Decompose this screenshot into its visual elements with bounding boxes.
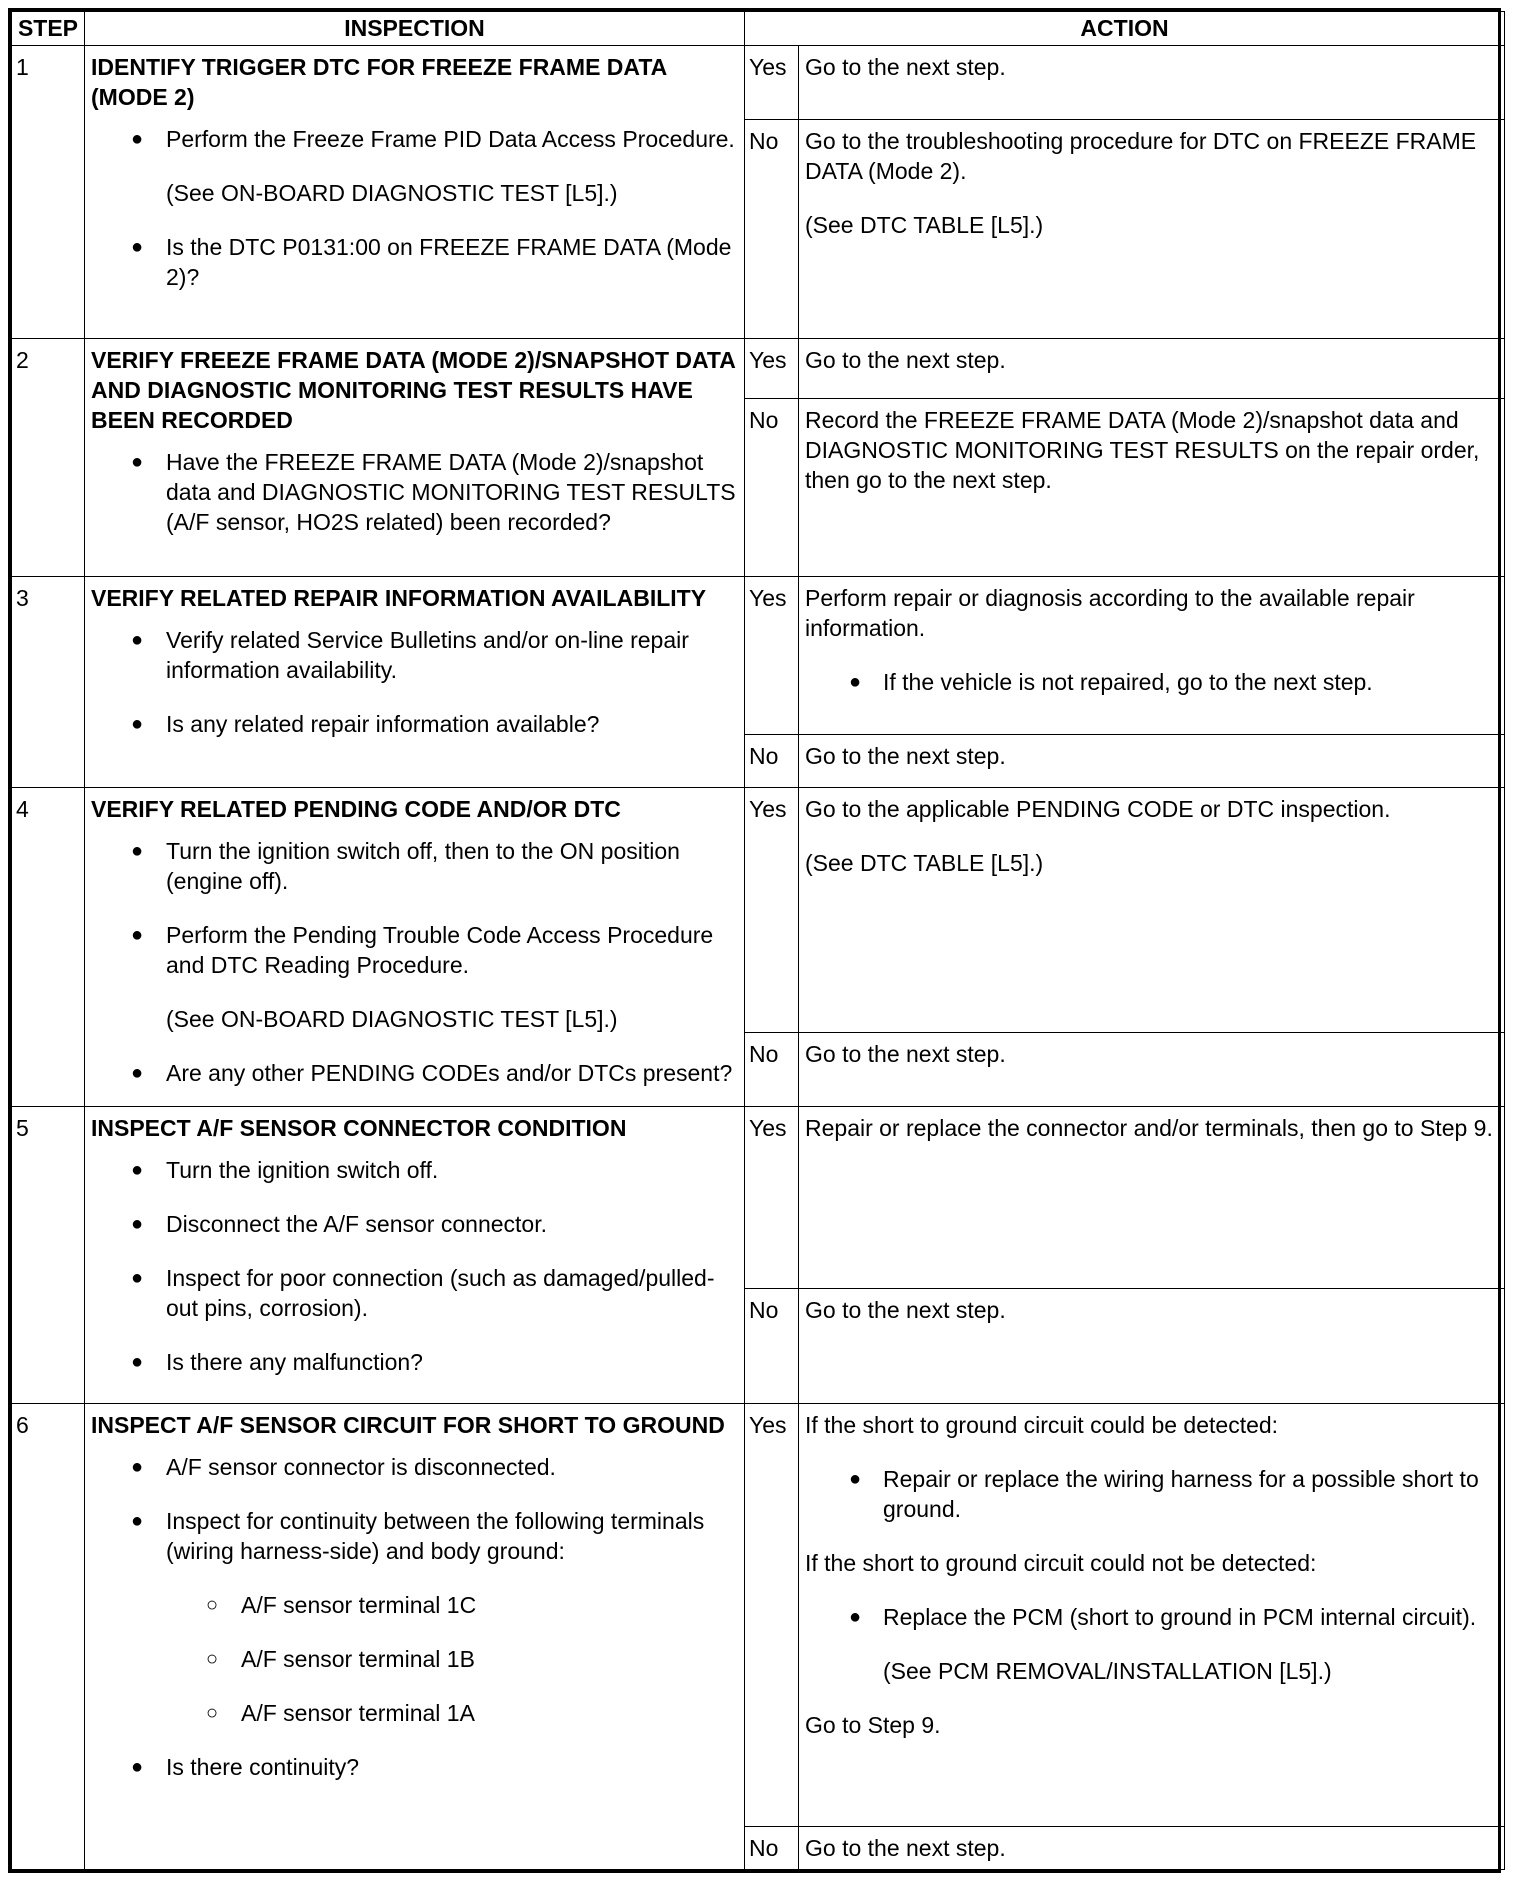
bullet-item: ● Is there any malfunction? [91, 1347, 738, 1377]
step-title: IDENTIFY TRIGGER DTC FOR FREEZE FRAME DATA (MODE 2) [91, 54, 667, 110]
reference-note: (See DTC TABLE [L5].) [805, 212, 1044, 238]
yes-action [799, 46, 1505, 120]
reference-note: (See DTC TABLE [L5].) [805, 849, 1044, 876]
step-number: 5 [12, 1107, 85, 1404]
action-text: Go to the next step. [805, 1297, 1006, 1324]
action-text: Go to the next step. [805, 742, 1006, 769]
step-number: 3 [12, 576, 85, 787]
step-title: VERIFY FREEZE FRAME DATA (MODE 2)/SNAPSHOT DATA AND DIAGNOSTIC MONITORING TEST RESULTS HAVE BEEN RECORDED [91, 347, 736, 434]
bullet-item: ● Disconnect the A/F sensor connector. [91, 1209, 738, 1239]
reference-note: (See ON-BOARD DIAGNOSTIC TEST [L5].) [166, 1005, 618, 1032]
bullet-item: ● Repair or replace the wiring harness for a possible short to ground. [805, 1464, 1498, 1524]
action-text: Go to the next step. [805, 1040, 1006, 1067]
reference-note: (See ON-BOARD DIAGNOSTIC TEST [L5].) [166, 180, 618, 206]
bullet-item: ● Inspect for poor connection (such as damaged/pulled-out pins, corrosion). [91, 1263, 738, 1323]
bullet-item: ● If the vehicle is not repaired, go to the next step. [805, 667, 1498, 697]
bullet-item: ● Verify related Service Bulletins and/or on-line repair information availability. [91, 625, 738, 685]
action-text: If the short to ground circuit could not be detected: [805, 1550, 1317, 1577]
step-number: 1 [12, 46, 85, 339]
step-2-yes-row [12, 339, 1505, 399]
no-action [799, 1827, 1505, 1870]
step-title: VERIFY RELATED REPAIR INFORMATION AVAILABILITY [91, 584, 707, 611]
action-text: Repair or replace the connector and/or terminals, then go to Step 9. [805, 1115, 1493, 1142]
step-number: 6 [12, 1404, 85, 1870]
bullet-item: ● Have the FREEZE FRAME DATA (Mode 2)/snapshot data and DIAGNOSTIC MONITORING TEST RESULTS (A/F sensor, HO2S related) been recorded? [91, 447, 738, 537]
step-title: VERIFY RELATED PENDING CODE AND/OR DTC [91, 795, 621, 822]
yes-label: Yes [745, 1404, 799, 1827]
action-text: Record the FREEZE FRAME DATA (Mode 2)/snapshot data and DIAGNOSTIC MONITORING TEST RESULTS on the repair order, then go to the next step. [805, 407, 1480, 494]
no-label: No [745, 120, 799, 339]
bullet-item: ● Perform the Freeze Frame PID Data Access Procedure. [91, 124, 738, 154]
no-action [799, 1289, 1505, 1404]
action-text: Go to the next step. [805, 1835, 1006, 1861]
inspection-cell [85, 576, 745, 787]
bullet-item: ● Turn the ignition switch off, then to the ON position (engine off). [91, 836, 738, 896]
yes-action [799, 1404, 1505, 1827]
action-text: Go to the next step. [805, 54, 1006, 80]
action-text: Go to the troubleshooting procedure for DTC on FREEZE FRAME DATA (Mode 2). [805, 128, 1477, 184]
step-3-yes-row [12, 576, 1505, 734]
sub-bullet-item: ○ A/F sensor terminal 1B [91, 1644, 738, 1674]
no-action [799, 734, 1505, 787]
yes-label: Yes [745, 1107, 799, 1289]
header-step: STEP [12, 12, 85, 46]
step-6-yes-row [12, 1404, 1505, 1827]
no-action [799, 120, 1505, 339]
step-4-yes-row [12, 787, 1505, 1032]
bullet-item: ● Are any other PENDING CODEs and/or DTCs present? [91, 1058, 738, 1088]
inspection-cell [85, 46, 745, 339]
action-text: Go to Step 9. [805, 1712, 941, 1739]
no-label: No [745, 734, 799, 787]
inspection-cell [85, 1107, 745, 1404]
yes-label: Yes [745, 46, 799, 120]
bullet-item: ● Inspect for continuity between the following terminals (wiring harness-side) and body ground: [91, 1506, 738, 1566]
sub-bullet-item: ○ A/F sensor terminal 1A [91, 1698, 738, 1728]
no-action [799, 399, 1505, 576]
inspection-cell [85, 1404, 745, 1870]
header-action: ACTION [745, 12, 1505, 46]
yes-label: Yes [745, 339, 799, 399]
action-text: Perform repair or diagnosis according to the available repair information. [805, 584, 1415, 641]
header-inspection: INSPECTION [85, 12, 745, 46]
bullet-item: ● Turn the ignition switch off. [91, 1155, 738, 1185]
yes-action [799, 339, 1505, 399]
bullet-item: ● Is the DTC P0131:00 on FREEZE FRAME DATA (Mode 2)? [91, 232, 738, 292]
inspection-table [11, 11, 1505, 1870]
yes-action [799, 576, 1505, 734]
header-row [12, 12, 1505, 46]
action-text: Go to the applicable PENDING CODE or DTC inspection. [805, 795, 1391, 822]
step-1-yes-row [12, 46, 1505, 120]
yes-label: Yes [745, 576, 799, 734]
step-5-yes-row [12, 1107, 1505, 1289]
no-label: No [745, 1289, 799, 1404]
step-title: INSPECT A/F SENSOR CONNECTOR CONDITION [91, 1115, 627, 1142]
inspection-cell [85, 339, 745, 576]
no-label: No [745, 399, 799, 576]
yes-action [799, 1107, 1505, 1289]
inspection-table-sheet [8, 8, 1501, 1873]
sub-bullet-item: ○ A/F sensor terminal 1C [91, 1590, 738, 1620]
action-text: If the short to ground circuit could be detected: [805, 1412, 1279, 1439]
bullet-item: ● Perform the Pending Trouble Code Access Procedure and DTC Reading Procedure. [91, 920, 738, 980]
no-label: No [745, 1827, 799, 1870]
step-title: INSPECT A/F SENSOR CIRCUIT FOR SHORT TO GROUND [91, 1412, 725, 1439]
bullet-item: ● Replace the PCM (short to ground in PCM internal circuit). [805, 1602, 1498, 1632]
bullet-item: ● A/F sensor connector is disconnected. [91, 1452, 738, 1482]
step-number: 4 [12, 787, 85, 1106]
step-number: 2 [12, 339, 85, 576]
action-text: Go to the next step. [805, 347, 1006, 374]
yes-action [799, 787, 1505, 1032]
yes-label: Yes [745, 787, 799, 1032]
no-label: No [745, 1032, 799, 1106]
reference-note: (See PCM REMOVAL/INSTALLATION [L5].) [883, 1658, 1332, 1685]
no-action [799, 1032, 1505, 1106]
bullet-item: ● Is there continuity? [91, 1752, 738, 1782]
inspection-cell [85, 787, 745, 1106]
bullet-item: ● Is any related repair information available? [91, 709, 738, 739]
